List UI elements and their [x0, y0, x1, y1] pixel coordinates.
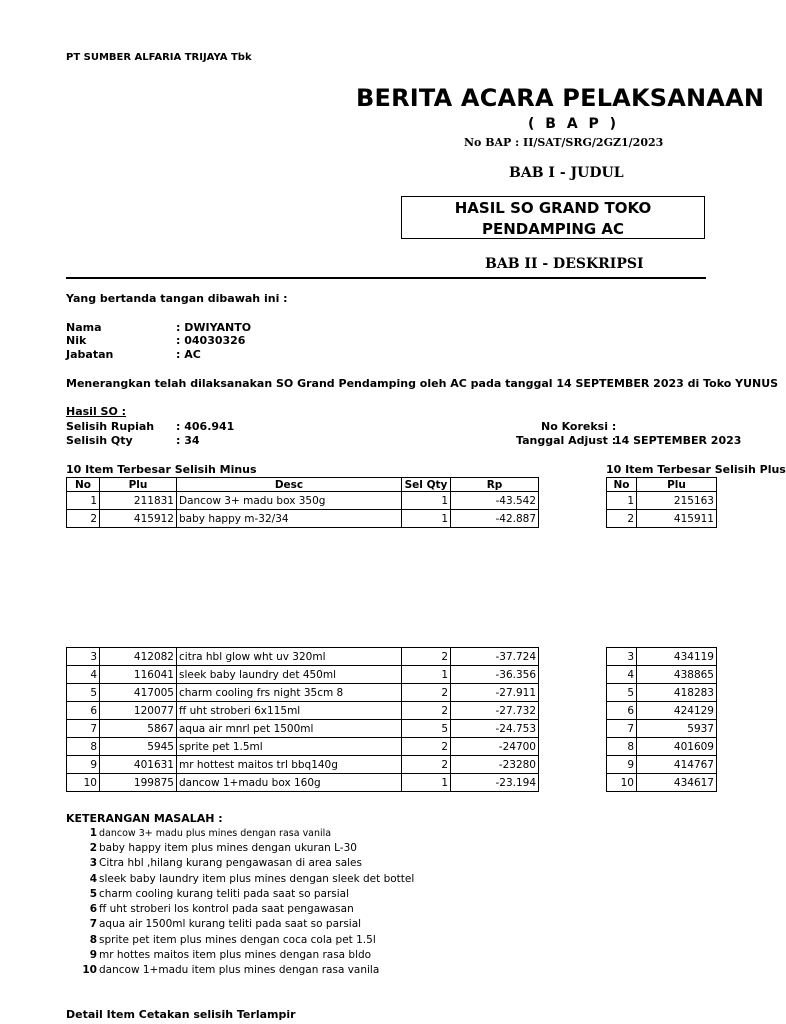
cell-desc: Dancow 3+ madu box 350g [177, 492, 402, 510]
list-item [66, 827, 466, 839]
table-row [67, 666, 539, 684]
cell-no: 2 [607, 510, 637, 528]
identity-value-nama: : DWIYANTO [176, 321, 252, 334]
cell-no: 4 [67, 666, 100, 684]
table-row [67, 756, 539, 774]
cell-no: 4 [607, 666, 637, 684]
cell-rp: -43.542 [451, 492, 539, 510]
item-text: dancow 1+madu item plus mines dengan rasa vanila [99, 964, 380, 976]
cell-rp: -24700 [451, 738, 539, 756]
list-item [66, 934, 466, 946]
item-number: 1 [89, 827, 97, 839]
list-item [66, 873, 466, 885]
plus-table-top [606, 477, 717, 528]
cell-no: 6 [67, 702, 100, 720]
col-plu: Plu [100, 478, 177, 492]
item-text: aqua air 1500ml kurang teliti pada saat so parsial [99, 918, 362, 930]
list-item [66, 918, 466, 930]
cell-rp: -24.753 [451, 720, 539, 738]
cell-rp: -37.724 [451, 648, 539, 666]
cell-desc: dancow 1+madu box 160g [177, 774, 402, 792]
cell-qty: 1 [402, 492, 451, 510]
table-row [607, 774, 717, 792]
cell-no: 9 [607, 756, 637, 774]
no-koreksi-label: No Koreksi : [541, 420, 617, 433]
cell-rp: -36.356 [451, 666, 539, 684]
item-text: ff uht stroberi los kontrol pada saat pengawasan [99, 903, 354, 915]
tanggal-adjust-value: 14 SEPTEMBER 2023 [614, 434, 742, 447]
cell-plu: 401631 [100, 756, 177, 774]
table-row [67, 648, 539, 666]
judul-line-2: PENDAMPING AC [481, 220, 625, 238]
table-row [607, 510, 717, 528]
list-item [66, 857, 466, 869]
selisih-rupiah-value: : 406.941 [176, 420, 235, 433]
item-number: 7 [89, 918, 97, 930]
bap-number: No BAP : II/SAT/SRG/2GZ1/2023 [464, 136, 664, 149]
cell-plu: 438865 [637, 666, 717, 684]
item-text: sprite pet item plus mines dengan coca cola pet 1.5l [99, 934, 376, 946]
section-bab1: BAB I - JUDUL [509, 165, 624, 181]
plus-table-title: 10 Item Terbesar Selisih Plus [606, 463, 786, 476]
cell-qty: 5 [402, 720, 451, 738]
hasil-so-heading: Hasil SO : [66, 405, 127, 418]
cell-plu: 5937 [637, 720, 717, 738]
table-row [607, 738, 717, 756]
cell-rp: -23.194 [451, 774, 539, 792]
table-row [607, 756, 717, 774]
cell-plu: 434119 [637, 648, 717, 666]
item-text: Citra hbl ,hilang kurang pengawasan di area sales [99, 857, 362, 869]
judul-box [401, 196, 705, 239]
cell-plu: 5867 [100, 720, 177, 738]
cell-rp: -23280 [451, 756, 539, 774]
cell-plu: 199875 [100, 774, 177, 792]
cell-no: 10 [607, 774, 637, 792]
cell-no: 5 [607, 684, 637, 702]
cell-desc: baby happy m-32/34 [177, 510, 402, 528]
cell-desc: ff uht stroberi 6x115ml [177, 702, 402, 720]
identity-label-jabatan: Jabatan [66, 348, 114, 361]
statement-text: Menerangkan telah dilaksanakan SO Grand Pendamping oleh AC pada tanggal 14 SEPTEMBER 2023 di Toko YUNUS [66, 377, 779, 390]
table-row [67, 684, 539, 702]
detail-note: Detail Item Cetakan selisih Terlampir [66, 1008, 296, 1021]
cell-no: 9 [67, 756, 100, 774]
cell-plu: 412082 [100, 648, 177, 666]
cell-no: 7 [607, 720, 637, 738]
cell-no: 5 [67, 684, 100, 702]
list-item [66, 888, 466, 900]
table-row [67, 702, 539, 720]
cell-plu: 211831 [100, 492, 177, 510]
divider [66, 277, 706, 279]
minus-table-header [67, 478, 539, 492]
item-number: 8 [89, 934, 97, 946]
table-row [67, 738, 539, 756]
cell-qty: 1 [402, 774, 451, 792]
cell-no: 1 [67, 492, 100, 510]
table-row [67, 492, 539, 510]
cell-plu: 401609 [637, 738, 717, 756]
list-item [66, 949, 466, 961]
table-row [607, 702, 717, 720]
cell-plu: 414767 [637, 756, 717, 774]
cell-no: 8 [607, 738, 637, 756]
cell-desc: aqua air mnrl pet 1500ml [177, 720, 402, 738]
bap-subtitle: ( B A P ) [528, 116, 620, 132]
col-no: No [67, 478, 100, 492]
item-number: 9 [89, 949, 97, 961]
table-row [607, 666, 717, 684]
cell-no: 6 [607, 702, 637, 720]
cell-plu: 415911 [637, 510, 717, 528]
cell-no: 2 [67, 510, 100, 528]
selisih-qty-value: : 34 [176, 434, 200, 447]
item-text: charm cooling kurang teliti pada saat so parsial [99, 888, 349, 900]
keterangan-heading: KETERANGAN MASALAH : [66, 812, 223, 825]
document-title: BERITA ACARA PELAKSANAAN [356, 84, 765, 112]
item-text: dancow 3+ madu plus mines dengan rasa vanila [99, 828, 332, 839]
cell-qty: 2 [402, 738, 451, 756]
item-text: mr hottes maitos item plus mines dengan rasa bldo [99, 949, 372, 961]
cell-no: 7 [67, 720, 100, 738]
col-sel-qty: Sel Qty [402, 478, 451, 492]
cell-no: 10 [67, 774, 100, 792]
identity-label-nik: Nik [66, 334, 87, 347]
cell-qty: 2 [402, 756, 451, 774]
cell-desc: sleek baby laundry det 450ml [177, 666, 402, 684]
company-name: PT SUMBER ALFARIA TRIJAYA Tbk [66, 52, 252, 63]
cell-desc: citra hbl glow wht uv 320ml [177, 648, 402, 666]
cell-plu: 418283 [637, 684, 717, 702]
cell-no: 1 [607, 492, 637, 510]
cell-plu: 415912 [100, 510, 177, 528]
cell-qty: 2 [402, 702, 451, 720]
table-row [607, 720, 717, 738]
selisih-rupiah-label: Selisih Rupiah [66, 420, 155, 433]
cell-qty: 1 [402, 666, 451, 684]
list-item [66, 903, 466, 915]
cell-plu: 434617 [637, 774, 717, 792]
plus-table-header [607, 478, 717, 492]
table-row [67, 720, 539, 738]
item-text: baby happy item plus mines dengan ukuran L-30 [99, 842, 357, 854]
cell-desc: sprite pet 1.5ml [177, 738, 402, 756]
tanggal-adjust-label: Tanggal Adjust : [516, 434, 617, 447]
table-row [67, 774, 539, 792]
col-desc: Desc [177, 478, 402, 492]
item-number: 4 [89, 873, 97, 885]
col-rp: Rp [451, 478, 539, 492]
identity-label-nama: Nama [66, 321, 102, 334]
cell-plu: 215163 [637, 492, 717, 510]
cell-qty: 1 [402, 510, 451, 528]
cell-plu: 116041 [100, 666, 177, 684]
section-bab2: BAB II - DESKRIPSI [485, 256, 644, 272]
cell-plu: 424129 [637, 702, 717, 720]
item-number: 10 [82, 964, 97, 976]
item-number: 6 [89, 903, 97, 915]
item-number: 3 [89, 857, 97, 869]
cell-rp: -27.911 [451, 684, 539, 702]
cell-no: 3 [67, 648, 100, 666]
plus-table-bottom [606, 647, 717, 792]
table-row [607, 648, 717, 666]
minus-table-bottom [66, 647, 539, 792]
cell-qty: 2 [402, 684, 451, 702]
intro-text: Yang bertanda tangan dibawah ini : [66, 292, 288, 305]
col-no: No [607, 478, 637, 492]
identity-value-jabatan: : AC [176, 348, 201, 361]
identity-value-nik: : 04030326 [176, 334, 246, 347]
table-row [607, 684, 717, 702]
col-plu: Plu [637, 478, 717, 492]
cell-plu: 120077 [100, 702, 177, 720]
selisih-qty-label: Selisih Qty [66, 434, 133, 447]
cell-desc: charm cooling frs night 35cm 8 [177, 684, 402, 702]
cell-rp: -27.732 [451, 702, 539, 720]
cell-qty: 2 [402, 648, 451, 666]
minus-table-top [66, 477, 539, 528]
cell-rp: -42.887 [451, 510, 539, 528]
table-row [67, 510, 539, 528]
cell-desc: mr hottest maitos trl bbq140g [177, 756, 402, 774]
item-text: sleek baby laundry item plus mines dengan sleek det bottel [99, 873, 415, 885]
item-number: 5 [89, 888, 97, 900]
cell-no: 8 [67, 738, 100, 756]
item-number: 2 [89, 842, 97, 854]
judul-line-1: HASIL SO GRAND TOKO [454, 199, 652, 217]
cell-no: 3 [607, 648, 637, 666]
cell-plu: 417005 [100, 684, 177, 702]
list-item [66, 964, 466, 976]
minus-table-title: 10 Item Terbesar Selisih Minus [66, 463, 257, 476]
table-row [607, 492, 717, 510]
list-item [66, 842, 466, 854]
cell-plu: 5945 [100, 738, 177, 756]
